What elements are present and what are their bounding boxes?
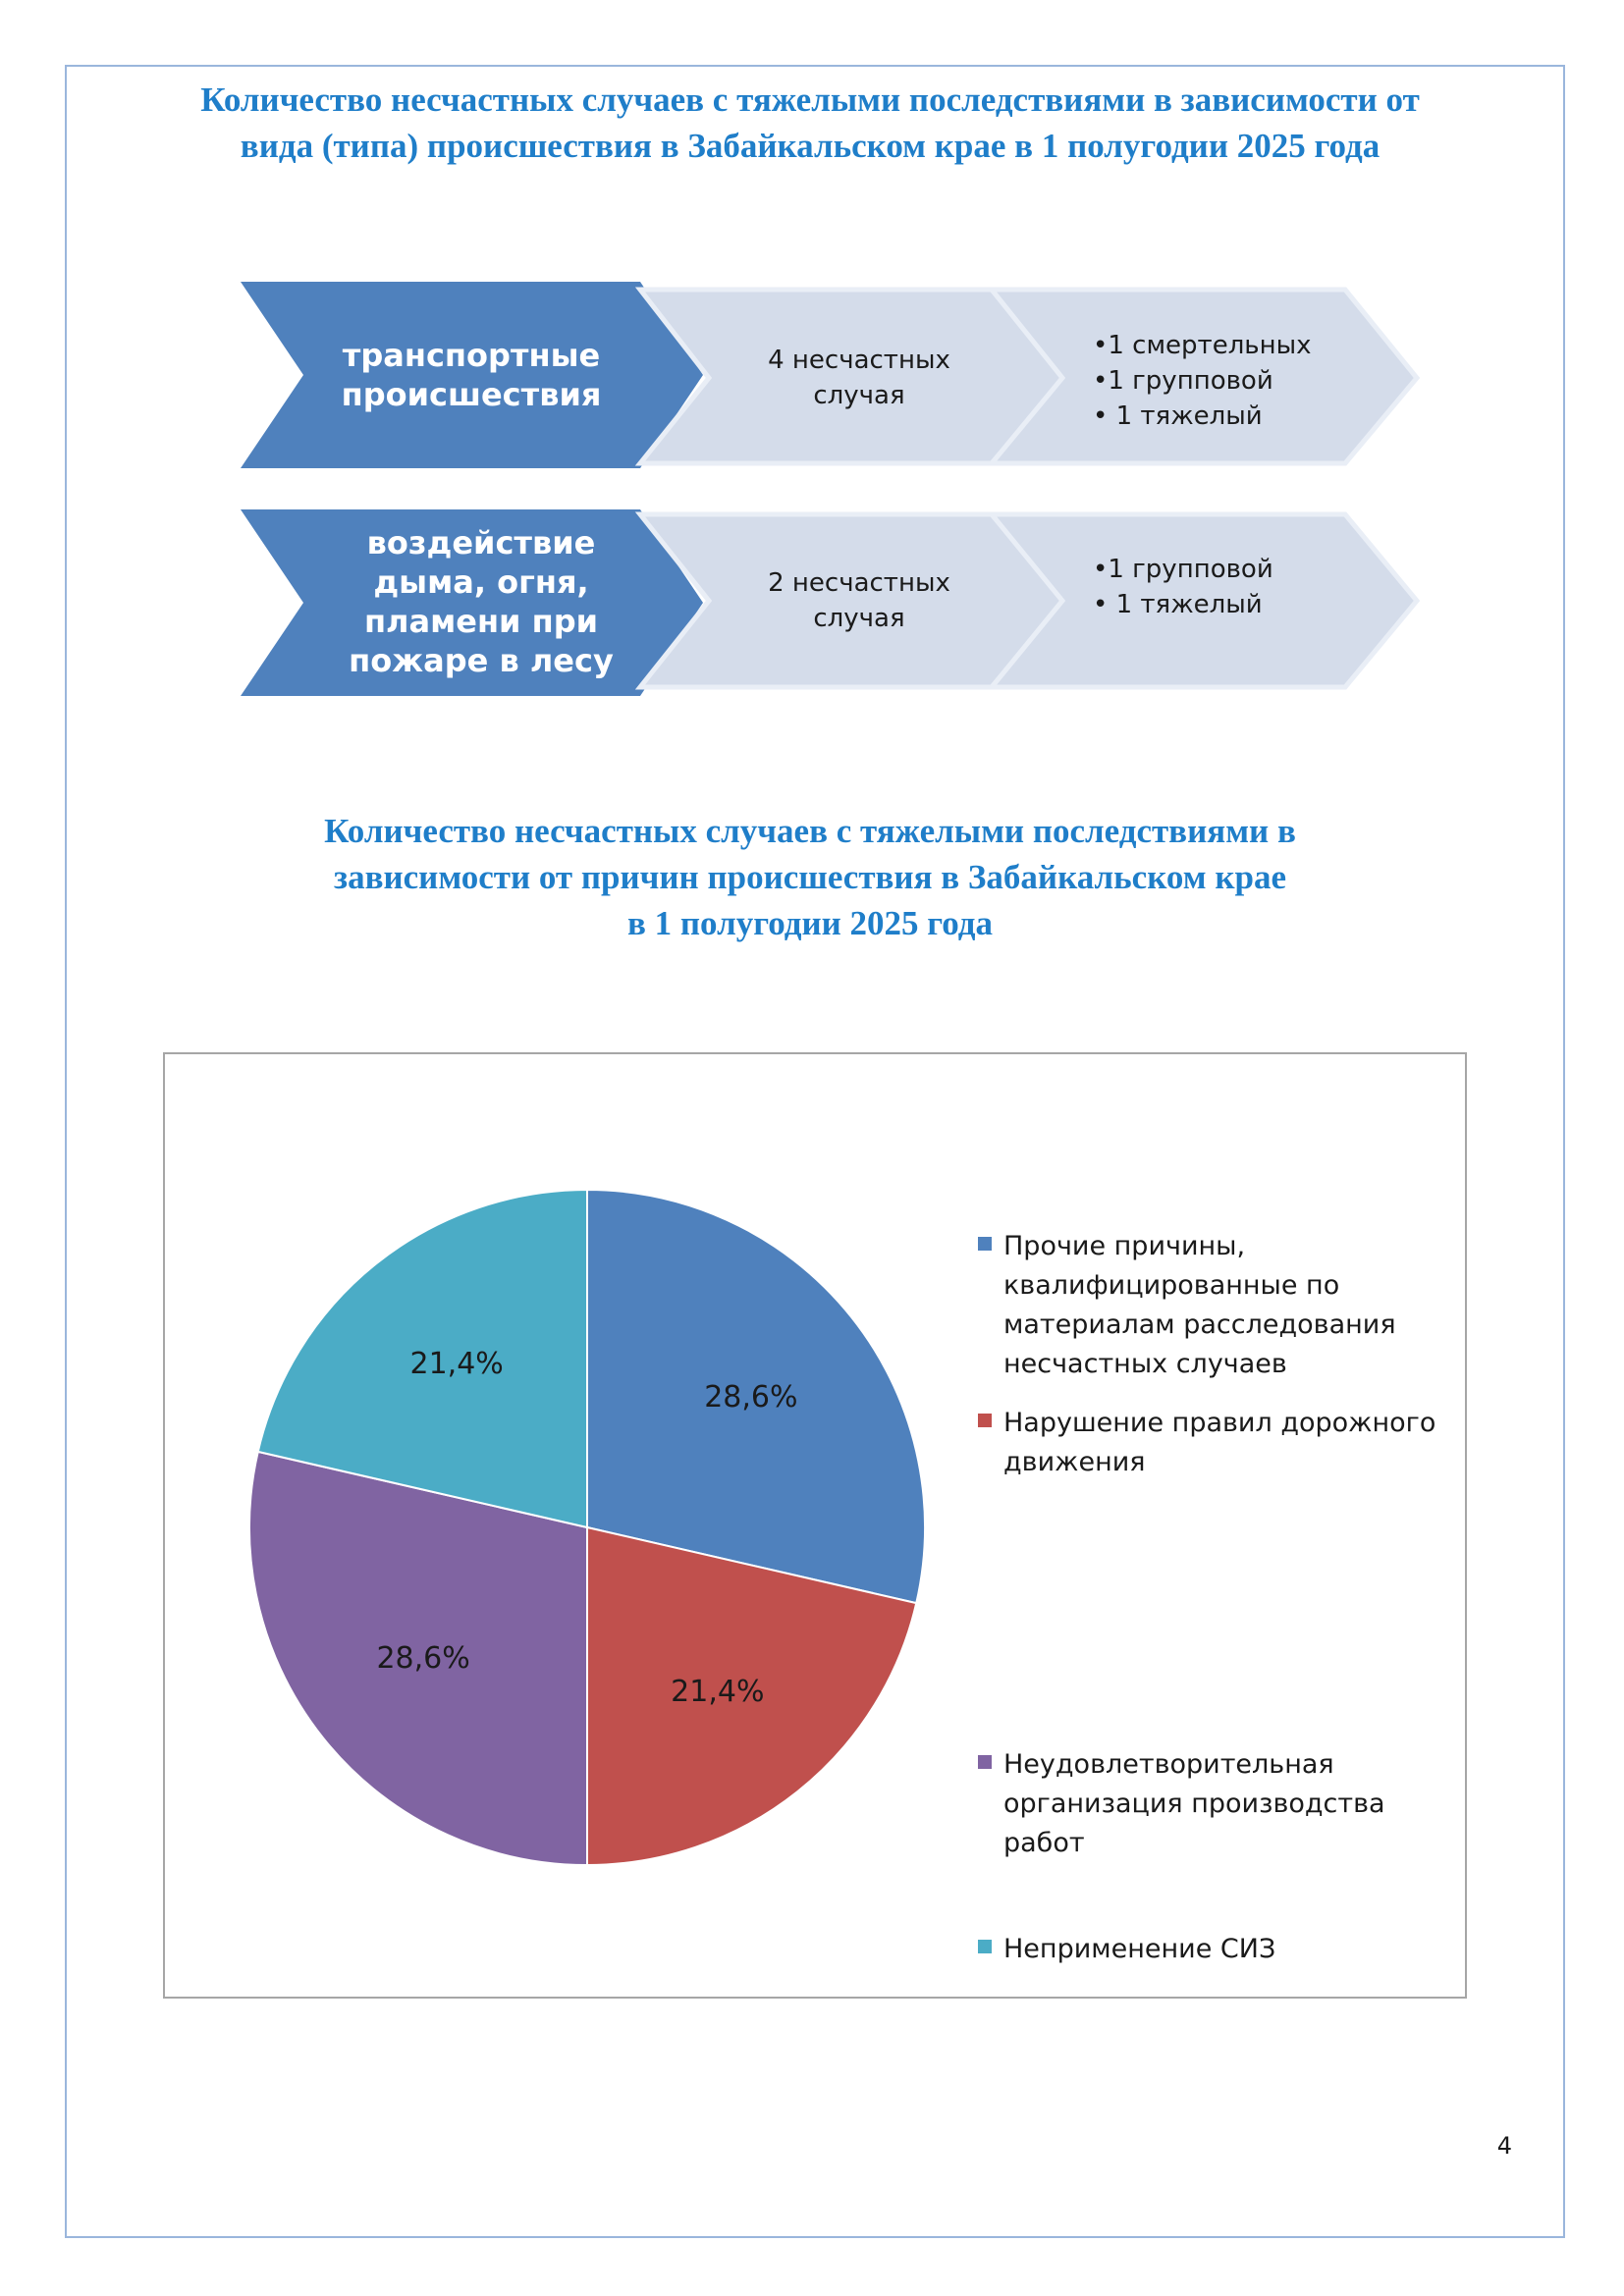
pie-slice-label: 21,4% [409,1347,504,1382]
legend-label-line: работ [1003,1828,1085,1858]
incident-count-2 [727,557,992,645]
legend-label-line: материалам расследования [1003,1309,1396,1340]
pie-slice-label: 21,4% [671,1674,765,1709]
heading-line: Количество несчастных случаев с тяжелыми последствиями в зависимости от [200,80,1420,119]
incident-type-line: дыма, огня, [373,563,589,601]
page-number: 4 [1496,2132,1512,2160]
incident-type-1 [324,324,619,426]
legend-label-line: организация производства [1003,1789,1385,1819]
heading-line: Количество несчастных случаев с тяжелыми последствиями в [324,812,1296,850]
legend-swatch [978,1414,992,1427]
incident-type-line: пожаре в лесу [349,642,614,679]
legend-swatch [978,1940,992,1953]
incident-type-line: пламени при [363,603,599,640]
incident-detail-item: • 1 тяжелый [1093,401,1263,431]
heading-line: вида (типа) происшествия в Забайкальском крае в 1 полугодии 2025 года [240,127,1380,165]
legend-label-line: движения [1003,1447,1146,1477]
legend-label [1003,1227,1445,1384]
pie-slice-label: 28,6% [704,1380,798,1415]
legend-swatch [978,1755,992,1769]
incident-details-2 [1093,550,1368,624]
heading-incident-causes [88,808,1532,946]
legend-label-line: Нарушение правил дорожного [1003,1408,1436,1438]
incident-count-line: 2 несчастных [768,568,950,598]
legend-label-line: Неприменение СИЗ [1003,1934,1276,1964]
legend-label [1003,1745,1445,1863]
incident-count-line: случая [813,381,905,410]
incident-type-line: происшествия [341,376,602,413]
incident-detail-item: •1 групповой [1093,366,1273,396]
incident-type-2 [324,510,638,693]
legend-label [1003,1404,1445,1482]
incident-count-1 [727,334,992,422]
incident-count-line: случая [813,604,905,633]
heading-line: зависимости от причин происшествия в Забайкальском крае [334,858,1286,896]
legend-swatch [978,1237,992,1251]
incident-count-line: 4 несчастных [768,346,950,375]
legend-label-line: несчастных случаев [1003,1349,1287,1379]
legend-label-line: квалифицированные по [1003,1270,1340,1301]
legend-label-line: Неудовлетворительная [1003,1749,1334,1780]
incident-detail-item: • 1 тяжелый [1093,590,1263,619]
legend-label-line: Прочие причины, [1003,1231,1246,1261]
incident-detail-item: •1 групповой [1093,555,1273,584]
pie-chart-frame [163,1052,1467,1999]
legend-label [1003,1930,1445,1969]
incident-type-line: транспортные [342,337,601,374]
incident-type-line: воздействие [366,524,596,561]
incident-details-1 [1093,327,1368,435]
pie-slice-label: 28,6% [376,1640,470,1676]
heading-line: в 1 полугодии 2025 года [626,904,993,942]
incident-detail-item: •1 смертельных [1093,331,1312,360]
